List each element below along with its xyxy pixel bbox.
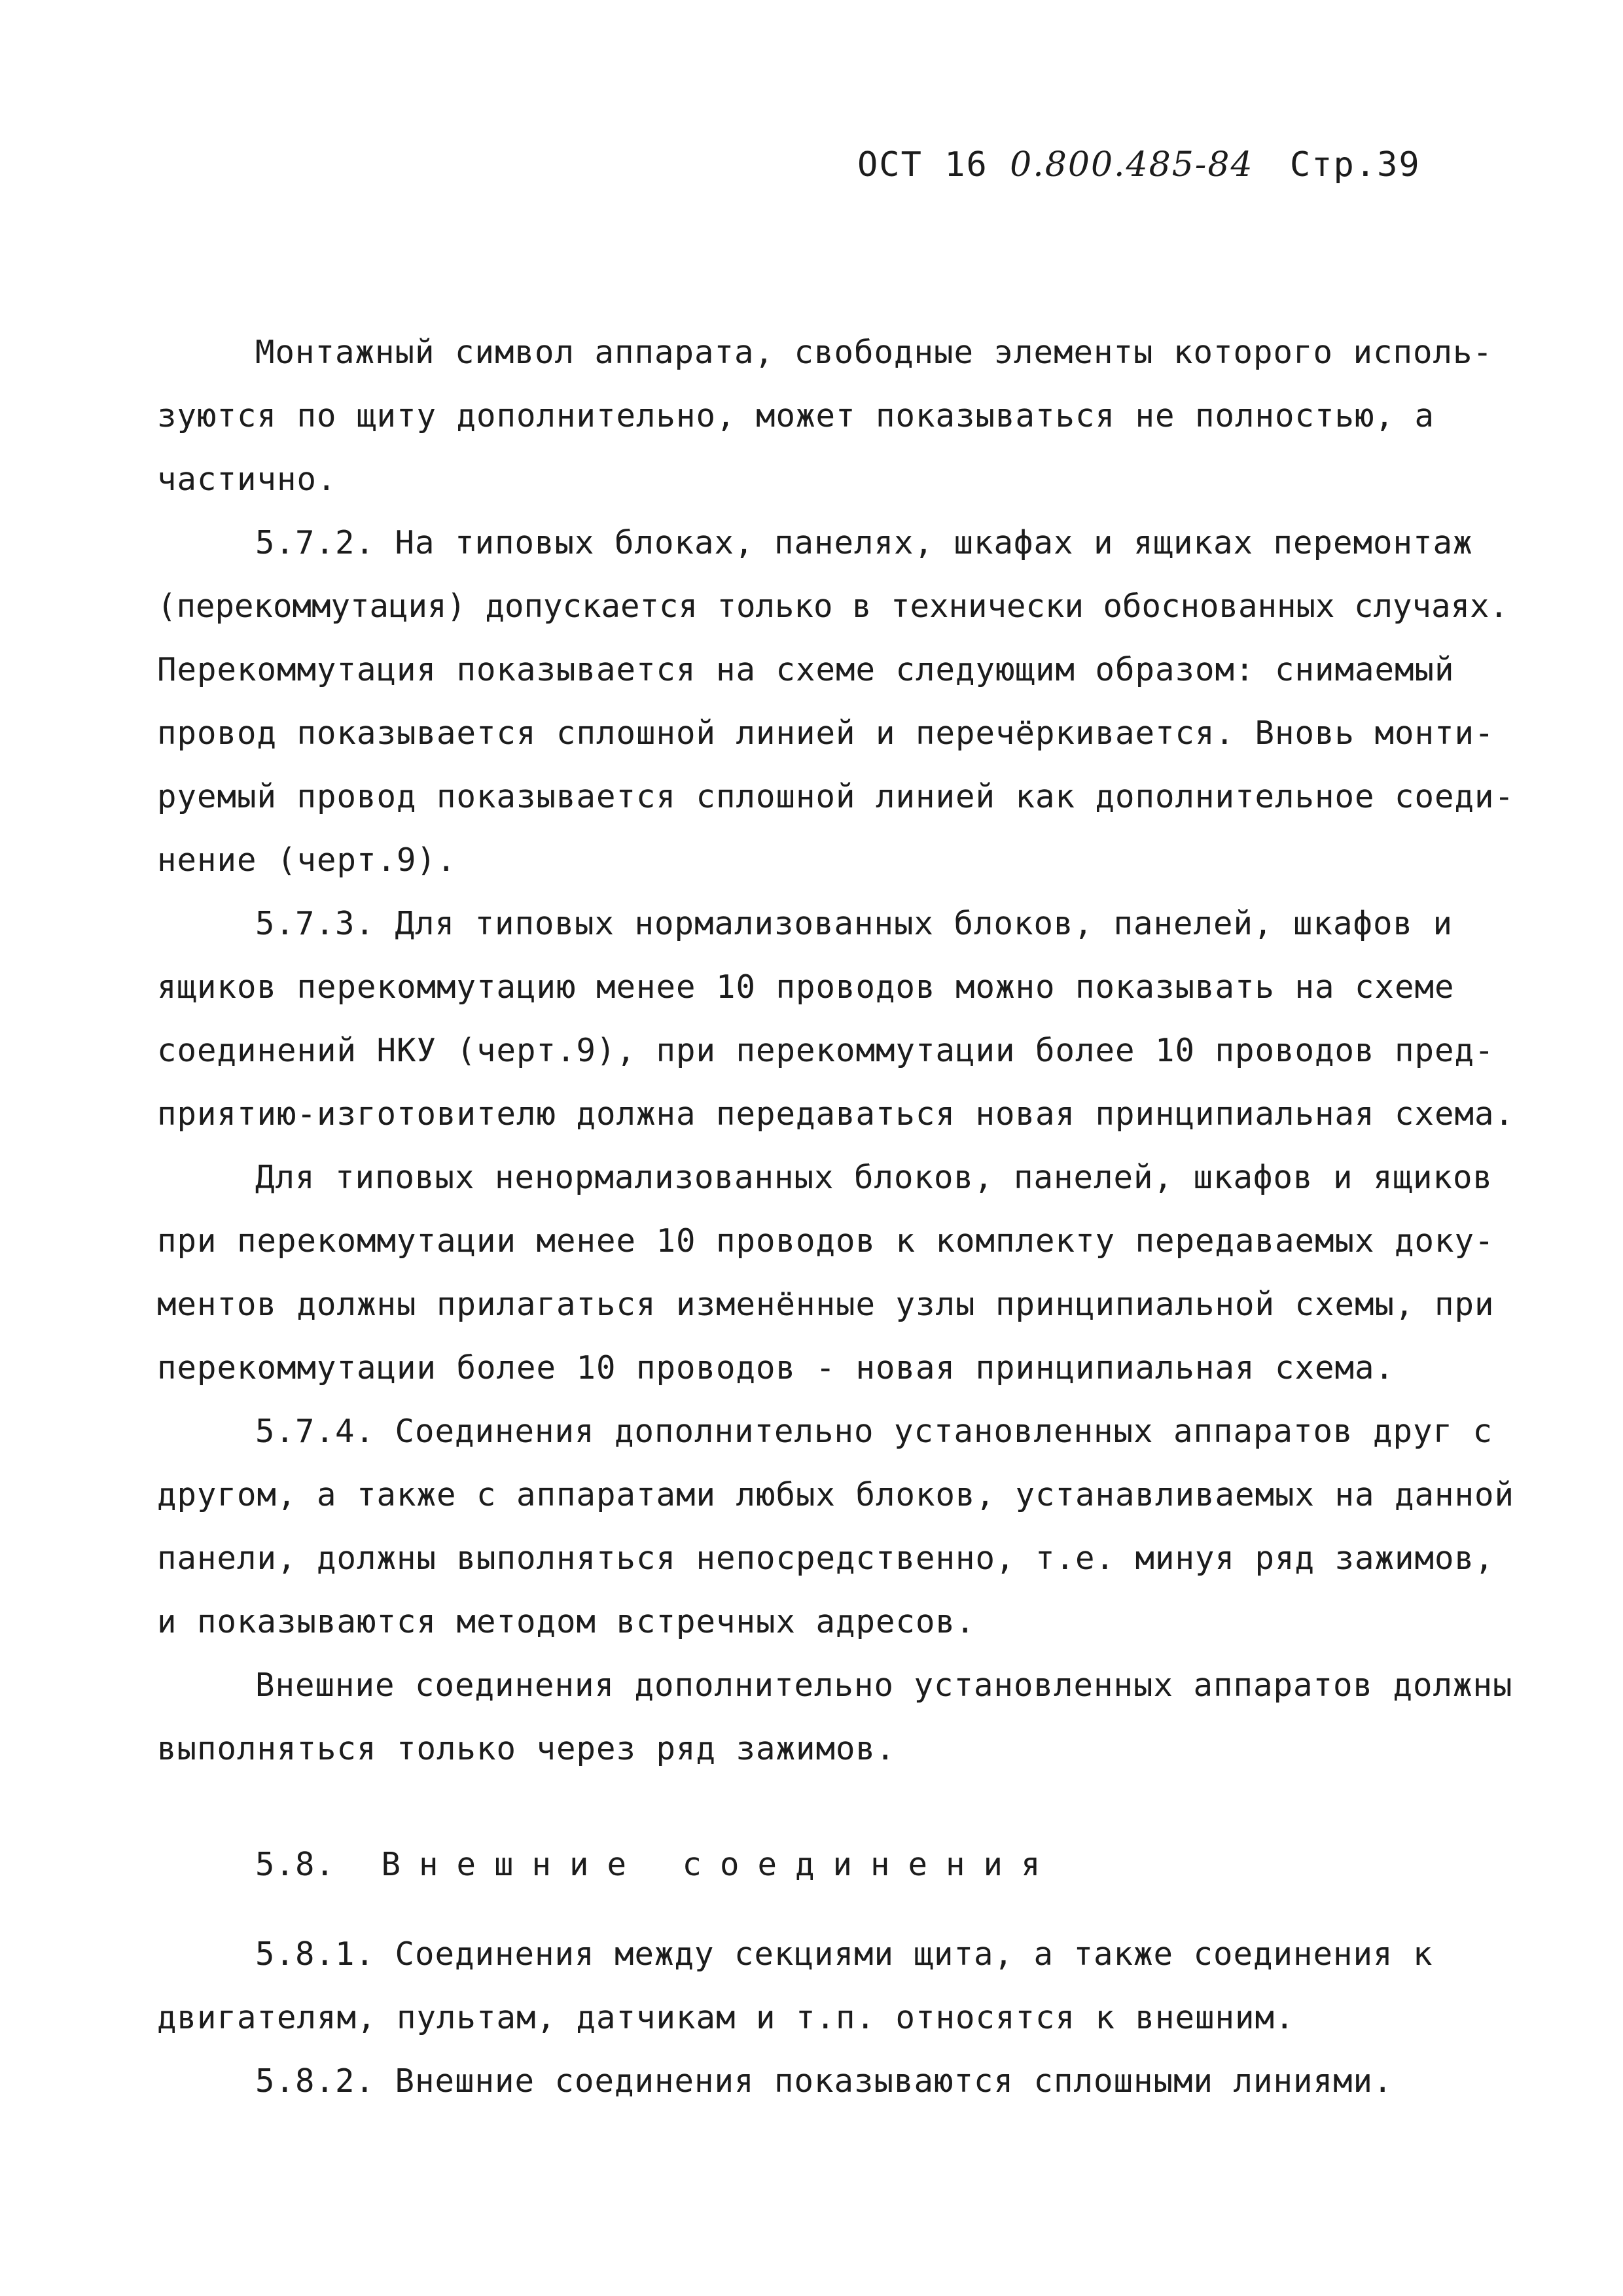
text-line: руемый провод показывается сплошной линией как дополнительное соеди- bbox=[157, 778, 1515, 815]
spacer bbox=[157, 1780, 1505, 1833]
text-line: двигателям, пультам, датчикам и т.п. относятся к внешним. bbox=[157, 1999, 1295, 2036]
text-line: соединений НКУ (черт.9), при перекоммутации более 10 проводов пред- bbox=[157, 1032, 1495, 1069]
paragraph-5-7-2 bbox=[157, 511, 1515, 892]
paragraph-5-7-4-continued bbox=[157, 1653, 1513, 1780]
paragraph-5-7-4 bbox=[157, 1400, 1515, 1653]
text-line: другом, а также с аппаратами любых блоков, устанавливаемых на данной bbox=[157, 1476, 1515, 1513]
section-title: Внешние соединения bbox=[381, 1846, 1059, 1883]
text-line: 5.7.3. Для типовых нормализованных блоков, панелей, шкафов и bbox=[255, 905, 1454, 942]
text-line: ящиков перекоммутацию менее 10 проводов можно показывать на схеме bbox=[157, 968, 1455, 1006]
text-line: провод показывается сплошной линией и перечёркивается. Вновь монти- bbox=[157, 715, 1495, 752]
text-line: зуются по щиту дополнительно, может показываться не полностью, а bbox=[157, 397, 1435, 434]
text-line: 5.8.2. Внешние соединения показываются сплошными линиями. bbox=[255, 2062, 1393, 2100]
text-line: 5.7.4. Соединения дополнительно установленных аппаратов друг с bbox=[255, 1413, 1493, 1450]
text-line: выполняться только через ряд зажимов. bbox=[157, 1730, 896, 1767]
text-line: приятию-изготовителю должна передаваться новая принципиальная схема. bbox=[157, 1095, 1515, 1133]
text-line: перекоммутации более 10 проводов - новая принципиальная схема. bbox=[157, 1349, 1395, 1386]
page-number: Стр.39 bbox=[1289, 145, 1421, 185]
text-line: панели, должны выполняться непосредственно, т.е. минуя ряд зажимов, bbox=[157, 1540, 1495, 1577]
standard-code: ОСТ 16 bbox=[857, 145, 988, 185]
section-heading bbox=[157, 1833, 1505, 1896]
text-line: частично. bbox=[157, 461, 337, 498]
text-line: и показываются методом встречных адресов. bbox=[157, 1603, 976, 1640]
section-number: 5.8. bbox=[255, 1846, 336, 1883]
text-line: при перекоммутации менее 10 проводов к комплекту передаваемых доку- bbox=[157, 1222, 1495, 1260]
text-line: ментов должны прилагаться изменённые узлы принципиальной схемы, при bbox=[157, 1286, 1495, 1323]
text-line: нение (черт.9). bbox=[157, 841, 457, 879]
page-header bbox=[857, 145, 1446, 185]
standard-code-handwritten: 0.800.485-84 bbox=[1010, 145, 1254, 185]
text-line: (перекоммутация) допускается только в технически обоснованных случаях. bbox=[157, 588, 1509, 625]
paragraph-5-7-3 bbox=[157, 892, 1515, 1146]
text-line: Для типовых ненормализованных блоков, панелей, шкафов и ящиков bbox=[255, 1159, 1493, 1196]
paragraph-5-7-3-continued bbox=[157, 1146, 1505, 1400]
paragraph-5-8-2 bbox=[157, 2049, 1505, 2113]
text-line: Перекоммутация показывается на схеме следующим образом: снимаемый bbox=[157, 651, 1455, 688]
text-line: Монтажный символ аппарата, свободные элементы которого исполь- bbox=[255, 334, 1493, 371]
text-line: 5.8.1. Соединения между секциями щита, а также соединения к bbox=[255, 1935, 1433, 1973]
paragraph-5-8-1 bbox=[157, 1922, 1505, 2049]
text-line: Внешние соединения дополнительно установленных аппаратов должны bbox=[255, 1667, 1513, 1704]
document-body bbox=[157, 321, 1515, 2113]
text-line: 5.7.2. На типовых блоках, панелях, шкафах и ящиках перемонтаж bbox=[255, 524, 1473, 561]
paragraph-intro bbox=[157, 321, 1505, 511]
spacer bbox=[157, 1896, 1505, 1922]
